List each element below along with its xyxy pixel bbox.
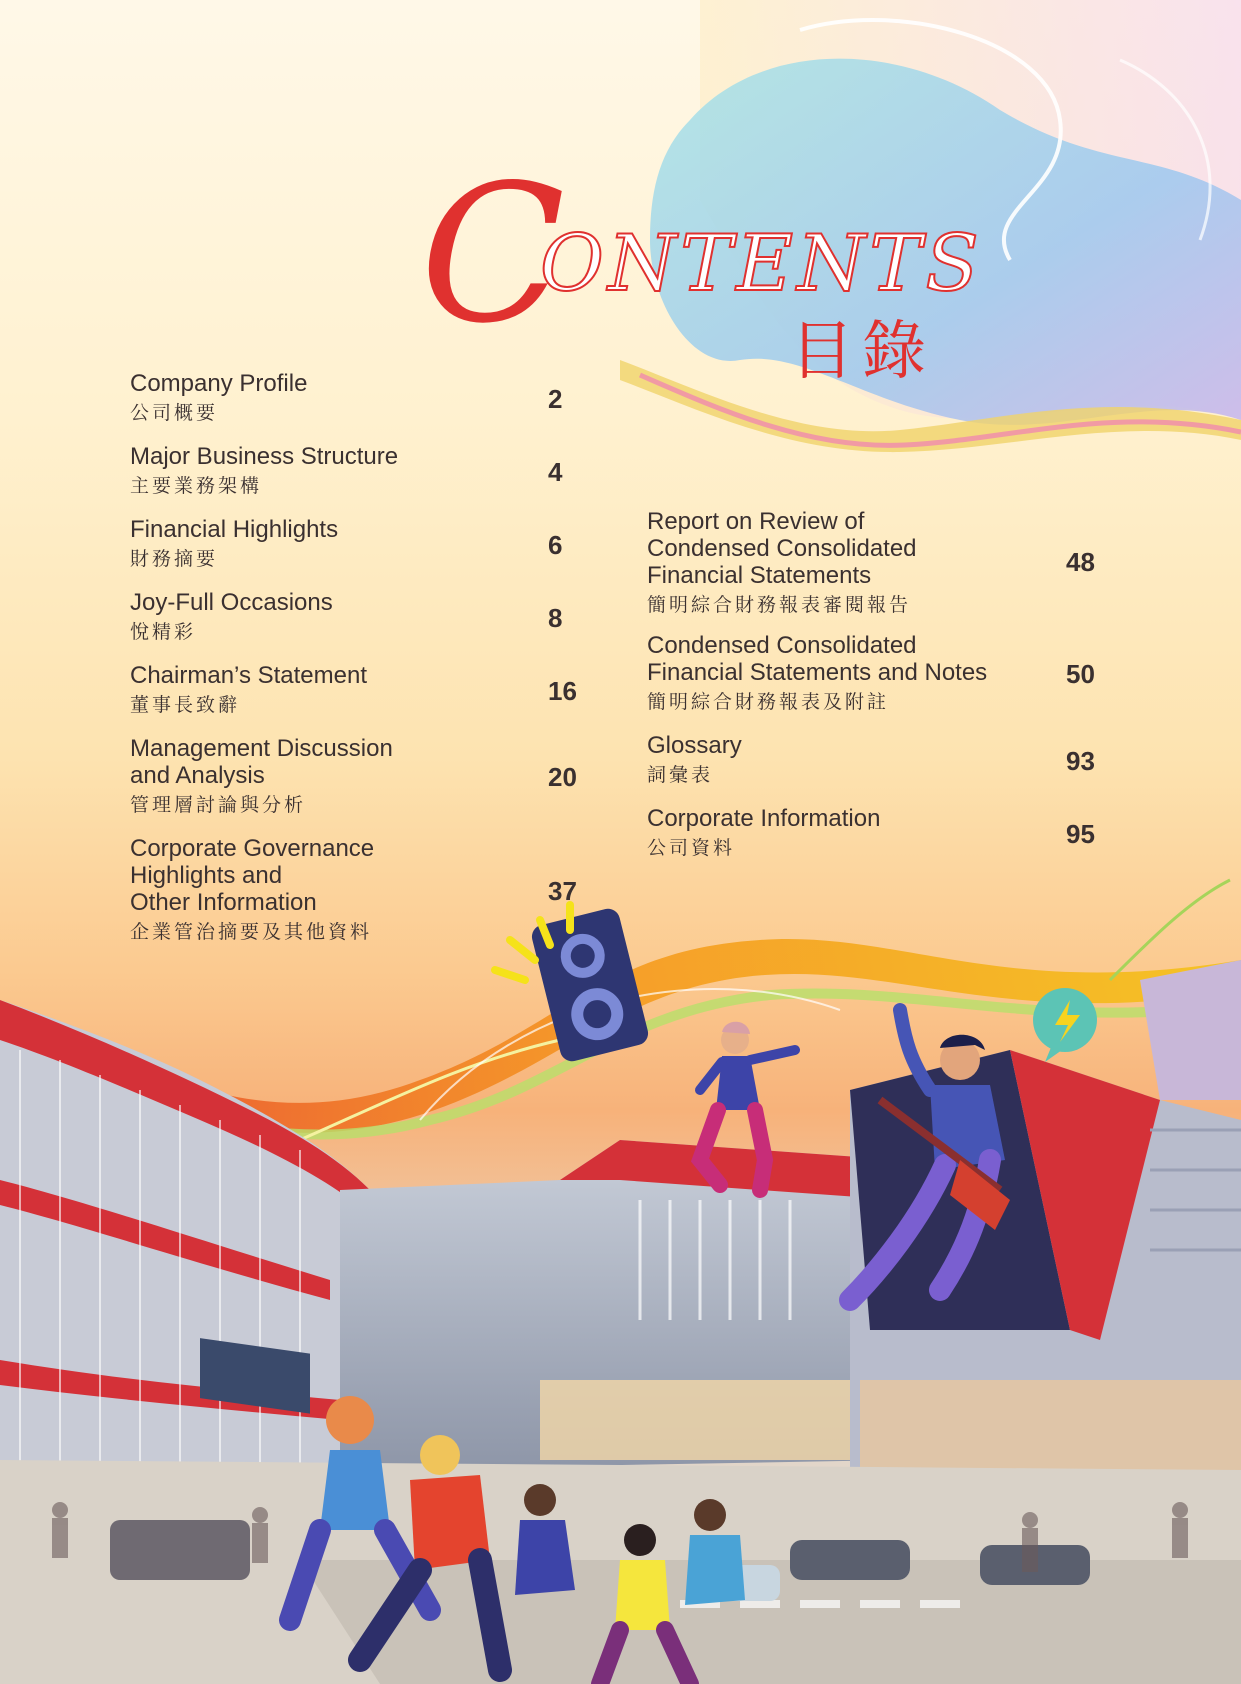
toc-page-number: 95 xyxy=(1066,819,1095,849)
toc-item-title-zh: 詞彙表 xyxy=(647,764,714,786)
toc-page-number: 20 xyxy=(548,762,577,792)
toc-item-title-zh: 悅精彩 xyxy=(130,621,197,643)
title-chinese: 目錄 xyxy=(790,315,934,389)
toc-item-condensed-financial-statements[interactable] xyxy=(647,632,1107,714)
toc-item-title: Company Profile xyxy=(130,370,308,397)
toc-item-title: Joy-Full Occasions xyxy=(130,589,333,616)
toc-item-title-zh: 董事長致辭 xyxy=(130,694,241,716)
title-initial: C xyxy=(420,144,566,365)
toc-item-company-profile[interactable] xyxy=(130,370,590,425)
toc-item-title-zh: 管理層討論與分析 xyxy=(130,794,307,816)
toc-item-title-zh: 公司概要 xyxy=(130,402,219,424)
toc-item-title-zh: 簡明綜合財務報表及附註 xyxy=(647,691,890,713)
toc-item-financial-highlights[interactable] xyxy=(130,516,590,571)
toc-page-number: 37 xyxy=(548,876,577,906)
toc-item-title-zh: 企業管治摘要及其他資料 xyxy=(130,921,373,943)
toc-item-title: Report on Review of Condensed Consolidated Financial Statements xyxy=(647,508,917,589)
toc-item-title-zh: 財務摘要 xyxy=(130,548,219,570)
toc-item-report-on-review[interactable] xyxy=(647,508,1107,617)
toc-page-number: 16 xyxy=(548,676,577,706)
toc-item-title: Major Business Structure xyxy=(130,443,399,470)
toc-item-title-zh: 簡明綜合財務報表審閱報告 xyxy=(647,594,912,616)
toc-page-number: 4 xyxy=(548,457,563,487)
toc-page-number: 50 xyxy=(1066,659,1095,689)
toc-item-corporate-governance[interactable] xyxy=(130,835,590,944)
toc-page-number: 8 xyxy=(548,603,563,633)
toc-page-number: 6 xyxy=(548,530,563,560)
toc-page-number: 93 xyxy=(1066,746,1095,776)
toc-item-glossary[interactable] xyxy=(647,732,1107,787)
toc-item-title: Management Discussion and Analysis xyxy=(130,735,393,789)
toc-item-title: Corporate Governance Highlights and Other Information xyxy=(130,835,375,916)
toc-item-chairmans-statement[interactable] xyxy=(130,662,590,717)
toc-item-title: Chairman’s Statement xyxy=(130,662,367,689)
toc-item-title-zh: 公司資料 xyxy=(647,837,736,859)
toc-page-number: 48 xyxy=(1066,547,1095,577)
toc-item-major-business-structure[interactable] xyxy=(130,443,590,498)
toc-item-title: Glossary xyxy=(647,732,742,759)
toc-item-title: Condensed Consolidated Financial Statements and Notes xyxy=(647,632,988,686)
toc-item-title: Financial Highlights xyxy=(130,516,339,543)
toc-page-number: 2 xyxy=(548,384,563,414)
toc-item-title: Corporate Information xyxy=(647,805,881,832)
toc-item-management-discussion[interactable] xyxy=(130,735,590,817)
toc-item-joy-full-occasions[interactable] xyxy=(130,589,590,644)
toc-item-title-zh: 主要業務架構 xyxy=(130,475,263,497)
title-rest: ONTENTS xyxy=(540,219,983,309)
toc-item-corporate-information[interactable] xyxy=(647,805,1107,860)
